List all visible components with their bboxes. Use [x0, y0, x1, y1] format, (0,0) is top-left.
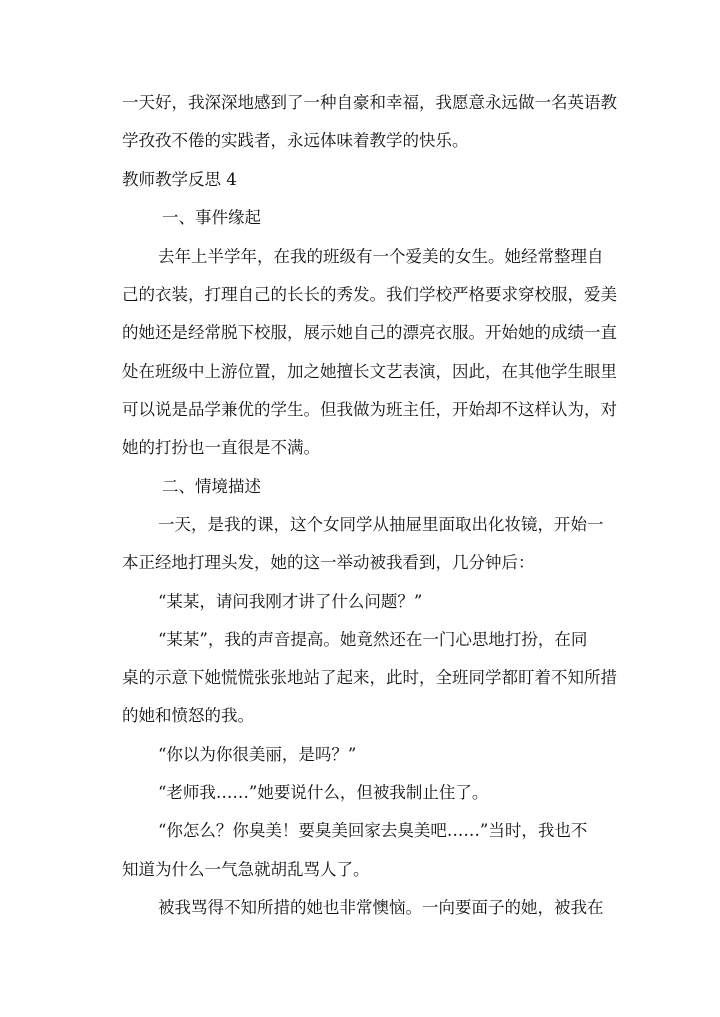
body-text-line: 可以说是品学兼优的学生。但我做为班主任，开始却不这样认为，对: [122, 400, 617, 419]
body-text-line: 一天，是我的课，这个女同学从抽屉里面取出化妆镜，开始一: [158, 515, 604, 534]
body-text-line: 她的打扮也一直很是不满。: [122, 438, 320, 457]
subheading: 一、事件缘起: [162, 208, 261, 227]
subheading: 二、情境描述: [162, 477, 261, 496]
section-title: 教师教学反思 4: [122, 170, 237, 189]
body-text-line: 一天好，我深深地感到了一种自豪和幸福，我愿意永远做一名英语教: [122, 93, 617, 112]
dialogue-line: “某某，请问我刚才讲了什么问题？”: [158, 592, 423, 611]
body-text-line: 本正经地打理头发，她的这一举动被我看到，几分钟后：: [122, 553, 535, 572]
dialogue-line: “某某”，我的声音提高。她竟然还在一门心思地打扮，在同: [158, 630, 588, 649]
body-text-line: 知道为什么一气急就胡乱骂人了。: [122, 860, 370, 879]
dialogue-line: “老师我……”她要说什么，但被我制止住了。: [158, 783, 489, 802]
body-text-line: 桌的示意下她慌慌张张地站了起来，此时，全班同学都盯着不知所措: [122, 668, 617, 687]
dialogue-line: “你怎么？你臭美！要臭美回家去臭美吧……”当时，我也不: [158, 821, 588, 840]
body-text-line: 被我骂得不知所措的她也非常懊恼。一向要面子的她，被我在: [158, 898, 604, 917]
dialogue-line: “你以为你很美丽，是吗？”: [158, 745, 357, 764]
body-text-line: 去年上半学年，在我的班级有一个爱美的女生。她经常整理自: [158, 247, 604, 266]
body-text-line: 学孜孜不倦的实践者，永远体味着教学的快乐。: [122, 131, 469, 150]
body-text-line: 的她还是经常脱下校服，展示她自己的漂亮衣服。开始她的成绩一直: [122, 323, 617, 342]
body-text-line: 己的衣装，打理自己的长长的秀发。我们学校严格要求穿校服，爱美: [122, 285, 617, 304]
body-text-line: 处在班级中上游位置，加之她擅长文艺表演，因此，在其他学生眼里: [122, 362, 617, 381]
body-text-line: 的她和愤怒的我。: [122, 706, 254, 725]
